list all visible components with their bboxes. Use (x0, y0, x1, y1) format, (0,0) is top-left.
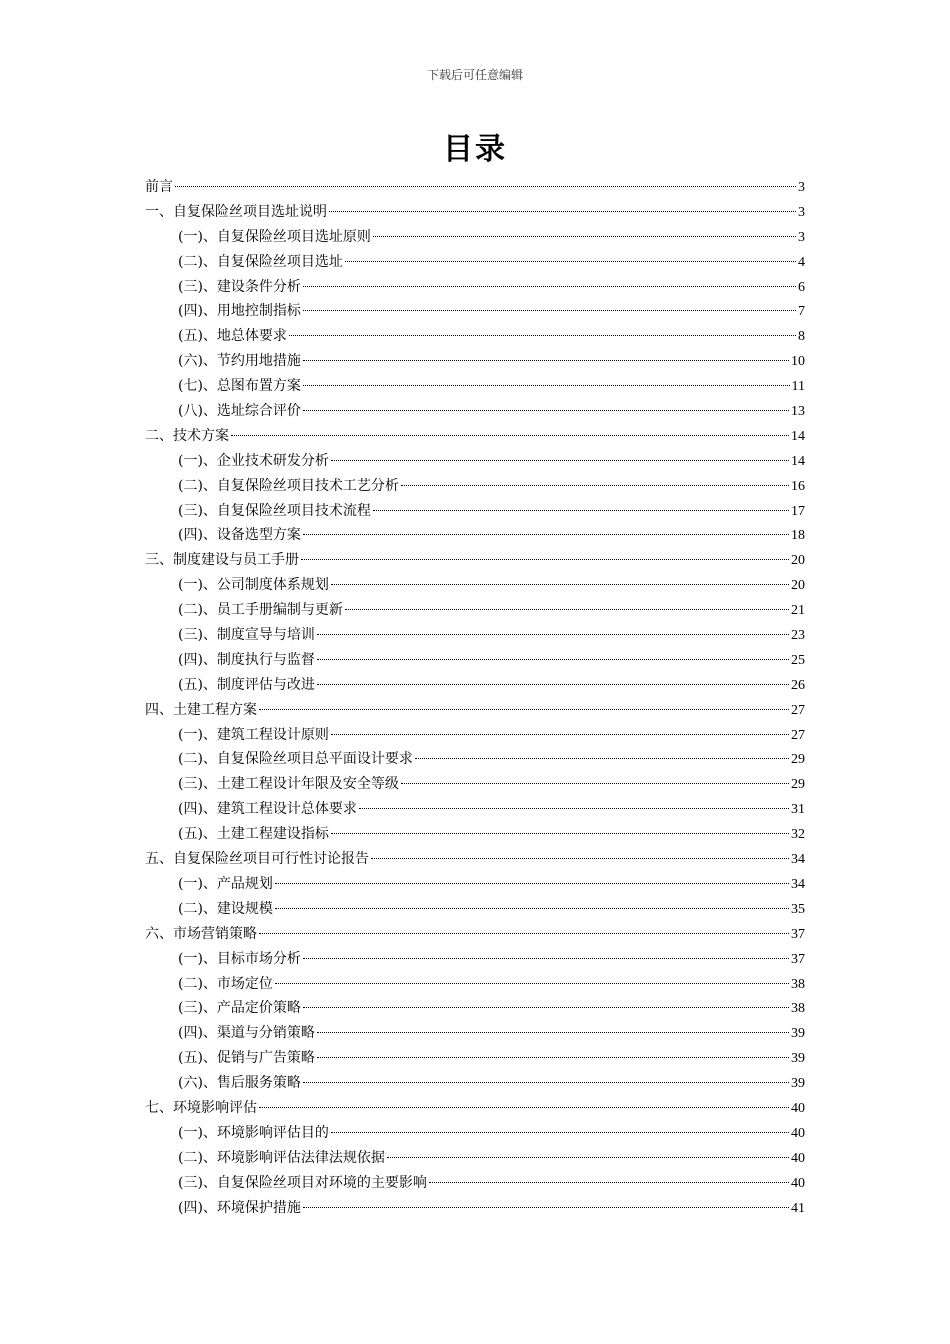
toc-entry[interactable] (145, 200, 805, 225)
toc-leader-dots (415, 758, 789, 759)
toc-leader-dots (303, 410, 789, 411)
toc-entry-page-number: 39 (791, 1076, 805, 1092)
toc-entry[interactable] (145, 1071, 805, 1096)
toc-entry-label: (二)、员工手册编制与更新 (178, 602, 343, 619)
toc-entry-label: (三)、土建工程设计年限及安全等级 (178, 776, 399, 793)
toc-leader-dots (331, 584, 789, 585)
toc-leader-dots (317, 1032, 789, 1033)
toc-entry-label: (三)、自复保险丝项目技术流程 (178, 502, 371, 519)
toc-leader-dots (401, 783, 789, 784)
toc-entry-label: (二)、环境影响评估法律法规依据 (178, 1149, 385, 1166)
toc-leader-dots (317, 1057, 789, 1058)
toc-entry[interactable] (145, 474, 805, 499)
toc-entry[interactable] (145, 523, 805, 548)
page-title: 目录 (443, 132, 507, 167)
toc-entry-page-number: 8 (798, 329, 805, 345)
toc-entry[interactable] (145, 648, 805, 673)
toc-entry-page-number: 37 (791, 926, 805, 942)
toc-entry-label: (一)、自复保险丝项目选址原则 (178, 228, 371, 245)
toc-entry[interactable] (145, 673, 805, 698)
toc-entry[interactable] (145, 698, 805, 723)
toc-entry-label: 一、自复保险丝项目选址说明 (145, 203, 327, 220)
header-note: 下载后可任意编辑 (426, 68, 523, 82)
toc-entry[interactable] (145, 225, 805, 250)
table-of-contents (145, 175, 805, 1220)
toc-leader-dots (331, 460, 789, 461)
toc-entry[interactable] (145, 349, 805, 374)
toc-entry-label: (一)、环境影响评估目的 (178, 1124, 329, 1141)
toc-entry-label: (一)、企业技术研发分析 (178, 452, 329, 469)
toc-entry[interactable] (145, 573, 805, 598)
toc-entry-label: (四)、用地控制指标 (178, 303, 301, 320)
toc-leader-dots (317, 634, 789, 635)
toc-entry[interactable] (145, 947, 805, 972)
toc-leader-dots (331, 1132, 789, 1133)
toc-entry-label: (四)、渠道与分销策略 (178, 1025, 315, 1042)
toc-leader-dots (275, 908, 789, 909)
toc-entry[interactable] (145, 175, 805, 200)
toc-leader-dots (303, 1082, 789, 1083)
toc-entry-label: 三、制度建设与员工手册 (145, 552, 299, 569)
toc-entry[interactable] (145, 1121, 805, 1146)
toc-leader-dots (303, 385, 790, 386)
toc-leader-dots (303, 958, 789, 959)
toc-entry-label: 四、土建工程方案 (145, 701, 257, 718)
toc-entry-page-number: 41 (791, 1200, 805, 1216)
toc-entry-page-number: 20 (791, 553, 805, 569)
toc-entry-page-number: 34 (791, 876, 805, 892)
toc-entry-label: (六)、售后服务策略 (178, 1075, 301, 1092)
toc-entry[interactable] (145, 723, 805, 748)
toc-leader-dots (175, 186, 796, 187)
toc-entry-label: (四)、建筑工程设计总体要求 (178, 801, 357, 818)
toc-entry-page-number: 14 (791, 428, 805, 444)
toc-entry-page-number: 21 (791, 603, 805, 619)
toc-entry-page-number: 39 (791, 1026, 805, 1042)
toc-entry-page-number: 29 (791, 777, 805, 793)
toc-entry[interactable] (145, 1096, 805, 1121)
toc-entry-label: (三)、自复保险丝项目对环境的主要影响 (178, 1174, 427, 1191)
toc-entry-page-number: 26 (791, 677, 805, 693)
toc-leader-dots (303, 1007, 789, 1008)
toc-leader-dots (429, 1182, 789, 1183)
toc-entry-page-number: 39 (791, 1051, 805, 1067)
toc-leader-dots (371, 858, 789, 859)
toc-entry-page-number: 37 (791, 951, 805, 967)
toc-entry-label: (三)、建设条件分析 (178, 278, 301, 295)
toc-entry[interactable] (145, 548, 805, 573)
toc-entry-label: (七)、总图布置方案 (178, 378, 301, 395)
toc-entry-label: (五)、促销与广告策略 (178, 1050, 315, 1067)
toc-entry[interactable] (145, 972, 805, 997)
toc-leader-dots (345, 609, 789, 610)
toc-entry-page-number: 31 (791, 802, 805, 818)
toc-entry-label: (八)、选址综合评价 (178, 403, 301, 420)
toc-leader-dots (317, 659, 789, 660)
toc-entry[interactable] (145, 747, 805, 772)
toc-entry-label: (三)、产品定价策略 (178, 1000, 301, 1017)
toc-entry-page-number: 38 (791, 976, 805, 992)
toc-entry-page-number: 32 (791, 827, 805, 843)
toc-entry[interactable] (145, 598, 805, 623)
toc-entry[interactable] (145, 1021, 805, 1046)
toc-entry[interactable] (145, 449, 805, 474)
toc-entry[interactable] (145, 872, 805, 897)
toc-entry[interactable] (145, 424, 805, 449)
toc-entry-label: (三)、制度宣导与培训 (178, 627, 315, 644)
toc-leader-dots (259, 933, 789, 934)
toc-entry-page-number: 40 (791, 1150, 805, 1166)
toc-leader-dots (303, 534, 789, 535)
toc-entry-page-number: 7 (798, 304, 805, 320)
toc-entry-page-number: 18 (791, 528, 805, 544)
toc-entry-page-number: 35 (791, 901, 805, 917)
toc-entry[interactable] (145, 299, 805, 324)
toc-leader-dots (373, 510, 789, 511)
toc-entry[interactable] (145, 250, 805, 275)
toc-entry-label: 七、环境影响评估 (145, 1099, 257, 1116)
toc-entry-page-number: 38 (791, 1001, 805, 1017)
toc-leader-dots (359, 808, 789, 809)
toc-entry-page-number: 27 (791, 727, 805, 743)
toc-entry-page-number: 6 (798, 279, 805, 295)
toc-entry[interactable] (145, 374, 805, 399)
toc-entry-label: 六、市场营销策略 (145, 925, 257, 942)
toc-entry-page-number: 25 (791, 652, 805, 668)
toc-entry-label: 前言 (145, 179, 173, 195)
toc-entry-label: (五)、制度评估与改进 (178, 676, 315, 693)
toc-leader-dots (259, 1107, 789, 1108)
toc-leader-dots (231, 435, 789, 436)
toc-entry-page-number: 16 (791, 478, 805, 494)
toc-entry[interactable] (145, 324, 805, 349)
toc-leader-dots (303, 310, 796, 311)
toc-entry-label: (四)、设备选型方案 (178, 527, 301, 544)
toc-entry-page-number: 17 (791, 503, 805, 519)
toc-entry-label: (一)、公司制度体系规划 (178, 577, 329, 594)
toc-entry[interactable] (145, 1046, 805, 1071)
toc-leader-dots (289, 335, 796, 336)
toc-entry-label: (一)、产品规划 (178, 875, 273, 892)
toc-entry-page-number: 34 (791, 852, 805, 868)
toc-leader-dots (303, 1207, 789, 1208)
toc-entry-page-number: 11 (791, 379, 805, 395)
toc-entry-page-number: 4 (798, 254, 805, 270)
toc-entry[interactable] (145, 822, 805, 847)
toc-leader-dots (275, 983, 789, 984)
toc-leader-dots (301, 559, 789, 560)
toc-entry-label: (六)、节约用地措施 (178, 353, 301, 370)
toc-entry-page-number: 29 (791, 752, 805, 768)
toc-entry[interactable] (145, 772, 805, 797)
toc-leader-dots (331, 833, 789, 834)
toc-entry[interactable] (145, 275, 805, 300)
toc-entry-page-number: 20 (791, 578, 805, 594)
toc-leader-dots (329, 211, 796, 212)
toc-entry-label: 二、技术方案 (145, 427, 229, 444)
toc-leader-dots (401, 485, 789, 486)
toc-entry[interactable] (145, 797, 805, 822)
toc-entry-label: (二)、自复保险丝项目技术工艺分析 (178, 477, 399, 494)
toc-entry-page-number: 3 (798, 180, 805, 195)
toc-leader-dots (303, 286, 796, 287)
toc-entry[interactable] (145, 399, 805, 424)
toc-entry-page-number: 13 (791, 404, 805, 420)
toc-leader-dots (275, 883, 789, 884)
toc-leader-dots (331, 734, 789, 735)
toc-leader-dots (317, 684, 789, 685)
toc-entry-label: (五)、土建工程建设指标 (178, 826, 329, 843)
toc-entry-label: (一)、目标市场分析 (178, 950, 301, 967)
toc-entry-page-number: 10 (791, 354, 805, 370)
toc-entry-label: (二)、建设规模 (178, 900, 273, 917)
toc-leader-dots (345, 261, 796, 262)
toc-entry[interactable] (145, 1146, 805, 1171)
toc-entry-label: 五、自复保险丝项目可行性讨论报告 (145, 851, 369, 868)
toc-entry-page-number: 3 (798, 204, 805, 220)
toc-entry-label: (四)、制度执行与监督 (178, 651, 315, 668)
toc-leader-dots (373, 236, 796, 237)
toc-entry[interactable] (145, 922, 805, 947)
toc-entry[interactable] (145, 1171, 805, 1196)
toc-entry[interactable] (145, 847, 805, 872)
toc-entry-label: (五)、地总体要求 (178, 328, 287, 345)
toc-entry[interactable] (145, 499, 805, 524)
toc-entry-page-number: 23 (791, 628, 805, 644)
toc-entry-page-number: 14 (791, 453, 805, 469)
toc-entry-label: (四)、环境保护措施 (178, 1199, 301, 1216)
toc-entry-page-number: 40 (791, 1100, 805, 1116)
toc-entry-page-number: 3 (798, 229, 805, 245)
toc-entry-label: (二)、自复保险丝项目选址 (178, 253, 343, 270)
toc-entry-page-number: 27 (791, 702, 805, 718)
toc-entry-page-number: 40 (791, 1175, 805, 1191)
toc-entry-label: (二)、市场定位 (178, 975, 273, 992)
toc-entry[interactable] (145, 623, 805, 648)
toc-entry-page-number: 40 (791, 1125, 805, 1141)
toc-leader-dots (303, 360, 789, 361)
toc-entry[interactable] (145, 897, 805, 922)
toc-entry[interactable] (145, 1196, 805, 1221)
toc-entry-label: (二)、自复保险丝项目总平面设计要求 (178, 751, 413, 768)
toc-entry-label: (一)、建筑工程设计原则 (178, 726, 329, 743)
toc-leader-dots (259, 709, 789, 710)
toc-leader-dots (387, 1157, 789, 1158)
toc-entry[interactable] (145, 996, 805, 1021)
